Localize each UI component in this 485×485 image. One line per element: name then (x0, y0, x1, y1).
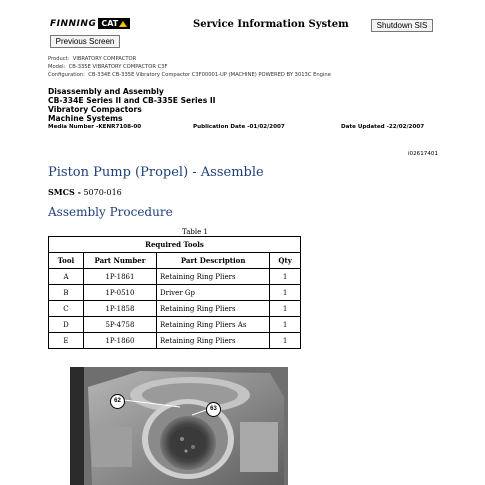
part-number-cell: 5P-4758 (83, 317, 156, 333)
document-id: i02617401 (408, 151, 439, 157)
qty-cell: 1 (270, 269, 301, 285)
required-tools-table (48, 236, 301, 349)
table-header-row (49, 253, 301, 269)
smcs-code (48, 187, 122, 197)
configuration-value: CB-334E CB-335E Vibratory Compactor C3F00001-UP (MACHINE) POWERED BY 3013C Engine (88, 72, 331, 78)
table-row (49, 269, 301, 285)
product-value: VIBRATORY COMPACTOR (72, 56, 137, 62)
table-row (49, 317, 301, 333)
date-updated: Date Updated -22/02/2007 (341, 124, 425, 130)
product-line (48, 56, 136, 62)
cat-logo-text: CAT (101, 19, 119, 28)
qty-cell: 1 (270, 333, 301, 349)
smcs-label: SMCS - (48, 187, 81, 197)
part-number-cell: 1P-1858 (83, 301, 156, 317)
doc-models: CB-334E Series II and CB-335E Series II (48, 96, 216, 105)
qty-cell: 1 (270, 285, 301, 301)
doc-category: Vibratory Compactors (48, 105, 142, 114)
part-number-cell: 1P-0510 (83, 285, 156, 301)
product-label: Product: (48, 56, 70, 62)
column-header: Tool (49, 253, 84, 269)
system-title: Service Information System (193, 19, 349, 30)
configuration-label: Configuration: (48, 72, 85, 78)
model-label: Model: (48, 64, 66, 70)
configuration-line (48, 72, 331, 78)
part-description-cell: Retaining Ring Pliers (156, 269, 269, 285)
column-header: Part Number (83, 253, 156, 269)
table-title: Required Tools (49, 237, 301, 253)
qty-cell: 1 (270, 317, 301, 333)
cat-triangle-icon (119, 21, 127, 27)
column-header: Part Description (156, 253, 269, 269)
column-header: Qty (270, 253, 301, 269)
part-description-cell: Retaining Ring Pliers (156, 333, 269, 349)
tool-cell: D (49, 317, 84, 333)
part-number-cell: 1P-1861 (83, 269, 156, 285)
tool-cell: E (49, 333, 84, 349)
smcs-value: 5070-016 (83, 188, 122, 197)
doc-systems: Machine Systems (48, 114, 123, 123)
part-description-cell: Retaining Ring Pliers (156, 301, 269, 317)
publication-date: Publication Date -01/02/2007 (193, 124, 285, 130)
piston-pump-photo (70, 367, 288, 485)
table-row (49, 333, 301, 349)
section-heading: Assembly Procedure (48, 205, 173, 219)
model-line (48, 64, 168, 70)
pump-illustration (70, 367, 288, 485)
finning-cat-logo (50, 17, 130, 30)
table-caption: Table 1 (182, 228, 208, 236)
cat-logo-box (98, 18, 130, 29)
tool-cell: C (49, 301, 84, 317)
tool-cell: A (49, 269, 84, 285)
table-row (49, 285, 301, 301)
doc-heading: Disassembly and Assembly (48, 87, 164, 96)
tool-cell: B (49, 285, 84, 301)
table-row (49, 301, 301, 317)
brand-text: FINNING (50, 18, 97, 29)
previous-screen-button[interactable]: Previous Screen (50, 35, 120, 48)
qty-cell: 1 (270, 301, 301, 317)
shutdown-sis-button[interactable]: Shutdown SIS (371, 19, 433, 32)
page-title: Piston Pump (Propel) - Assemble (48, 165, 264, 180)
part-description-cell: Driver Gp (156, 285, 269, 301)
media-number: Media Number -KENR7108-00 (48, 124, 142, 130)
part-number-cell: 1P-1860 (83, 333, 156, 349)
callout-63: 63 (206, 402, 221, 417)
part-description-cell: Retaining Ring Pliers As (156, 317, 269, 333)
model-value: CB-335E VIBRATORY COMPACTOR C3F (68, 64, 168, 70)
callout-62: 62 (110, 394, 125, 409)
